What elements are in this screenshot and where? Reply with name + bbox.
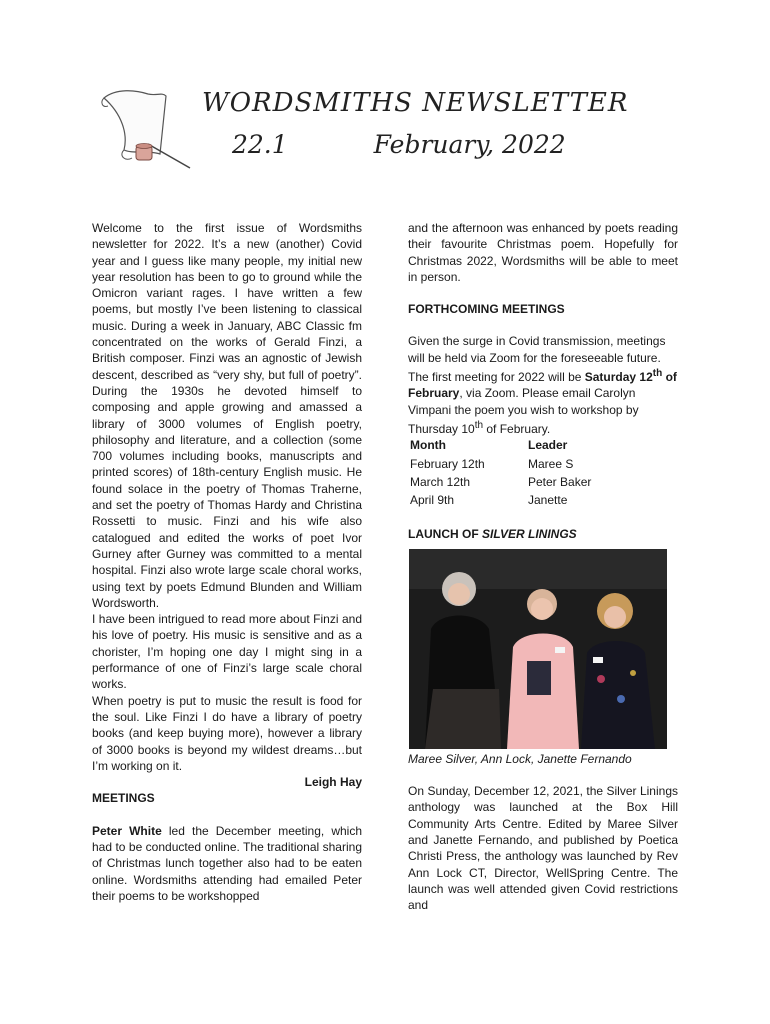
schedule-month: April 9th bbox=[410, 493, 455, 508]
schedule-header-month: Month bbox=[410, 438, 446, 453]
right-column bbox=[408, 220, 678, 913]
table-row bbox=[410, 474, 591, 492]
meetings-paragraph bbox=[92, 823, 362, 904]
signature: Leigh Hay bbox=[304, 775, 362, 790]
welcome-paragraph: Welcome to the first issue of Wordsmiths newsletter for 2022. It’s a new (another) Covid year and I guess like many people, my initial new year resolution has been to go to ground while the Omicron variant rages. I have written a few poems, but mostly I’ve been listening to classical music. During a week in January, ABC Classic fm concentrated on the works of Gerald Finzi, a British composer. Finzi was an agnostic of Jewish descent, described as “very shy, but full of poetry”. During the 1930s he devoted himself to composing and apple growing and amassed a library of 3000 volumes of English poetry, philosophy and literature, and a collection (some 700 volumes including books, manuscripts and printed scores) of 18th-century English music. He found solace in the poetry of Thomas Traherne, and set the poetry of Thomas Hardy and Christina Rossetti to music. Finzi and his wife also catalogued and edited the works of poet Ivor Gurney after Gurney was committed to a mental hospital. Finzi also wrote large scale choral works, using text by poets Edmund Blunden and William Wordsworth. bbox=[92, 221, 362, 610]
launch-heading bbox=[408, 526, 678, 542]
schedule-leader: Peter Baker bbox=[528, 474, 592, 489]
newsletter-title: WORDSMITHS NEWSLETTER bbox=[202, 88, 629, 118]
forthcoming-text-2: , via Zoom. Please email Carolyn Vimpani the poem you wish to workshop by Thursday 10 bbox=[408, 386, 639, 436]
first-meeting-day: Saturday 12 bbox=[584, 370, 653, 385]
meetings-leader-name: Peter White bbox=[92, 823, 162, 838]
left-column bbox=[92, 220, 362, 904]
schedule-header-leader: Leader bbox=[528, 438, 568, 453]
forthcoming-paragraph bbox=[408, 333, 678, 437]
meeting-schedule-table bbox=[410, 437, 591, 510]
schedule-month: March 12th bbox=[410, 474, 471, 489]
launch-photo bbox=[409, 549, 667, 749]
photo-caption: Maree Silver, Ann Lock, Janette Fernando bbox=[408, 751, 632, 766]
launch-heading-title: SILVER LININGS bbox=[482, 527, 577, 542]
schedule-leader: Maree S bbox=[528, 456, 574, 471]
issue-date: February, 2022 bbox=[373, 130, 566, 159]
table-row bbox=[410, 456, 591, 474]
deadline-suffix: th bbox=[474, 419, 484, 431]
issue-line bbox=[232, 130, 566, 159]
continued-paragraph: and the afternoon was enhanced by poets reading their favourite Christmas poem. Hopefully for Christmas 2022, Wordsmiths will be able to meet in person. bbox=[408, 221, 678, 284]
first-meeting-month: of February bbox=[408, 370, 677, 401]
forthcoming-heading: FORTHCOMING MEETINGS bbox=[408, 302, 565, 317]
intrigued-paragraph: I have been intrigued to read more about Finzi and his love of poetry. His music is sensitive and as a chorister, I’m hoping one day I might sing in a performance of one of Finzi’s large scale choral works. bbox=[92, 612, 362, 692]
schedule-month: February 12th bbox=[410, 456, 485, 471]
issue-number: 22.1 bbox=[232, 130, 288, 159]
launch-heading-prefix: LAUNCH OF bbox=[408, 527, 482, 542]
launch-paragraph: On Sunday, December 12, 2021, the Silver Linings anthology was launched at the Box Hill Community Arts Centre. Edited by Maree Silver and Janette Fernando, and published by Poetica Christi Press, the anthology was launched by Rev Ann Lock CT, Director, WellSpring Centre. The launch was well attended given Covid restrictions and bbox=[408, 784, 678, 913]
first-meeting-suffix: th bbox=[652, 368, 663, 380]
meetings-text: led the December meeting, which had to be conducted online. The traditional sharing of Christmas lunch together also had to be eaten online. Wordsmiths attending had emailed Peter their poems to be workshopped bbox=[92, 823, 362, 903]
forthcoming-text-3: of February. bbox=[483, 421, 551, 436]
food-for-soul-paragraph: When poetry is put to music the result is food for the soul. Like Finzi I do have a library of poetry books (and keep buying more), however a library of 3000 books is beyond my wildest dreams…but I’m working on it. bbox=[92, 693, 362, 773]
schedule-leader: Janette bbox=[528, 493, 568, 508]
table-row bbox=[410, 492, 591, 510]
schedule-header-row bbox=[410, 437, 591, 455]
meetings-heading: MEETINGS bbox=[92, 791, 155, 806]
forthcoming-text-1: Given the surge in Covid transmission, meetings will be held via Zoom for the foreseeable future. The first meeting for 2022 will be bbox=[408, 334, 666, 385]
scroll-and-quill-icon bbox=[96, 84, 196, 174]
